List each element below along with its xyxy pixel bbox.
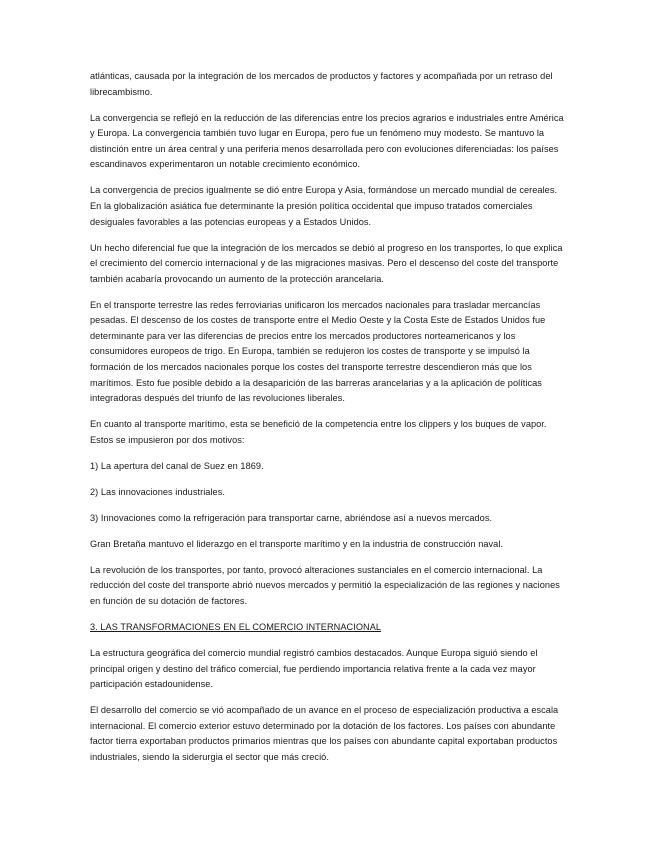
paragraph-maritime-transport: En cuanto al transporte marítimo, esta se benefició de la competencia entre los clippers y los buques de vapor. Estos se impusieron por dos motivos:: [90, 419, 547, 445]
paragraph-transport-revolution: La revolución de los transportes, por tanto, provocó alteraciones sustanciales en el comercio internacional. La reducción del coste del transporte abrió nuevos mercados y permitió la especialización de las regiones y naciones en función de su dotación de factores.: [90, 564, 560, 606]
list-item-industrial-innovations: 2) Las innovaciones industriales.: [90, 486, 225, 497]
list-item-suez-canal: 1) La apertura del canal de Suez en 1869.: [90, 460, 264, 471]
paragraph-geographic-structure: La estructura geográfica del comercio mundial registró cambios destacados. Aunque Europa siguió siendo el principal origen y destino del tráfico comercial, fue perdiendo importancia relativa frente a la cada vez mayor participación estadounidense.: [90, 647, 538, 690]
paragraph-land-transport: En el transporte terrestre las redes ferroviarias unificaron los mercados nacionales para trasladar mercancías pesadas. El descenso de los costes de transporte entre el Medio Oeste y la Costa Este de Estados Unidos fue determinante para ver las diferencias de precios entre los mercados productores norteamericanos y los consumidores europeos de trigo. En Europa, también se redujeron los costes de transporte y se impulsó la formación de los mercados nacionales porque los costes del transporte terrestre descendieron más que los marítimos. Esto fue posible debido a la desaparición de las barreras arancelarias y a la aplicación de políticas integradoras después del triunfo de las revoluciones liberales.: [90, 299, 546, 404]
section-heading: 3. LAS TRANSFORMACIONES EN EL COMERCIO INTERNACIONAL: [90, 621, 382, 632]
paragraph-price-convergence: La convergencia se reflejó en la reducción de las diferencias entre los precios agrarios e industriales entre América y Europa. La convergencia también tuvo lugar en Europa, pero fue un fenómeno muy modesto. Se mantuvo la distinción entre un área central y una periferia menos desarrollada pero con evoluciones diferenciadas: los países escandinavos experimentaron un notable crecimiento económico.: [90, 112, 564, 170]
paragraph-great-britain: Gran Bretaña mantuvo el liderazgo en el transporte marítimo y en la industria de construcción naval.: [90, 538, 504, 549]
paragraph-globalization-atlantic: atlánticas, causada por la integración de los mercados de productos y factores y acompañada por un retraso del librecambismo.: [90, 71, 553, 97]
paragraph-specialization: El desarrollo del comercio se vió acompañado de un avance en el proceso de especialización productiva a escala internacional. El comercio exterior estuvo determinado por la dotación de los factores. Los países con abundante factor tierra exportaban productos primarios mientras que los países con abundante capital exportaban productos industriales, siendo la siderurgia el sector que más creció.: [90, 705, 559, 762]
paragraph-europe-asia-convergence: La convergencia de precios igualmente se dió entre Europa y Asia, formándose un mercado mundial de cereales. En la globalización asiática fue determinante la presión política occidental que impuso tratados comerciales desiguales favorables a las potencias europeas y a Estados Unidos.: [90, 185, 558, 227]
document-body: [90, 69, 566, 776]
paragraph-transport-progress: Un hecho diferencial fue que la integración de los mercados se debió al progreso en los transportes, lo que explica el crecimiento del comercio internacional y de las migraciones masivas. Pero el descenso del coste del transporte también acabaría provocando un aumento de la protección arancelaria.: [90, 242, 563, 284]
list-item-refrigeration: 3) Innovaciones como la refrigeración para transportar carne, abriéndose así a nuevos mercados.: [90, 512, 493, 523]
